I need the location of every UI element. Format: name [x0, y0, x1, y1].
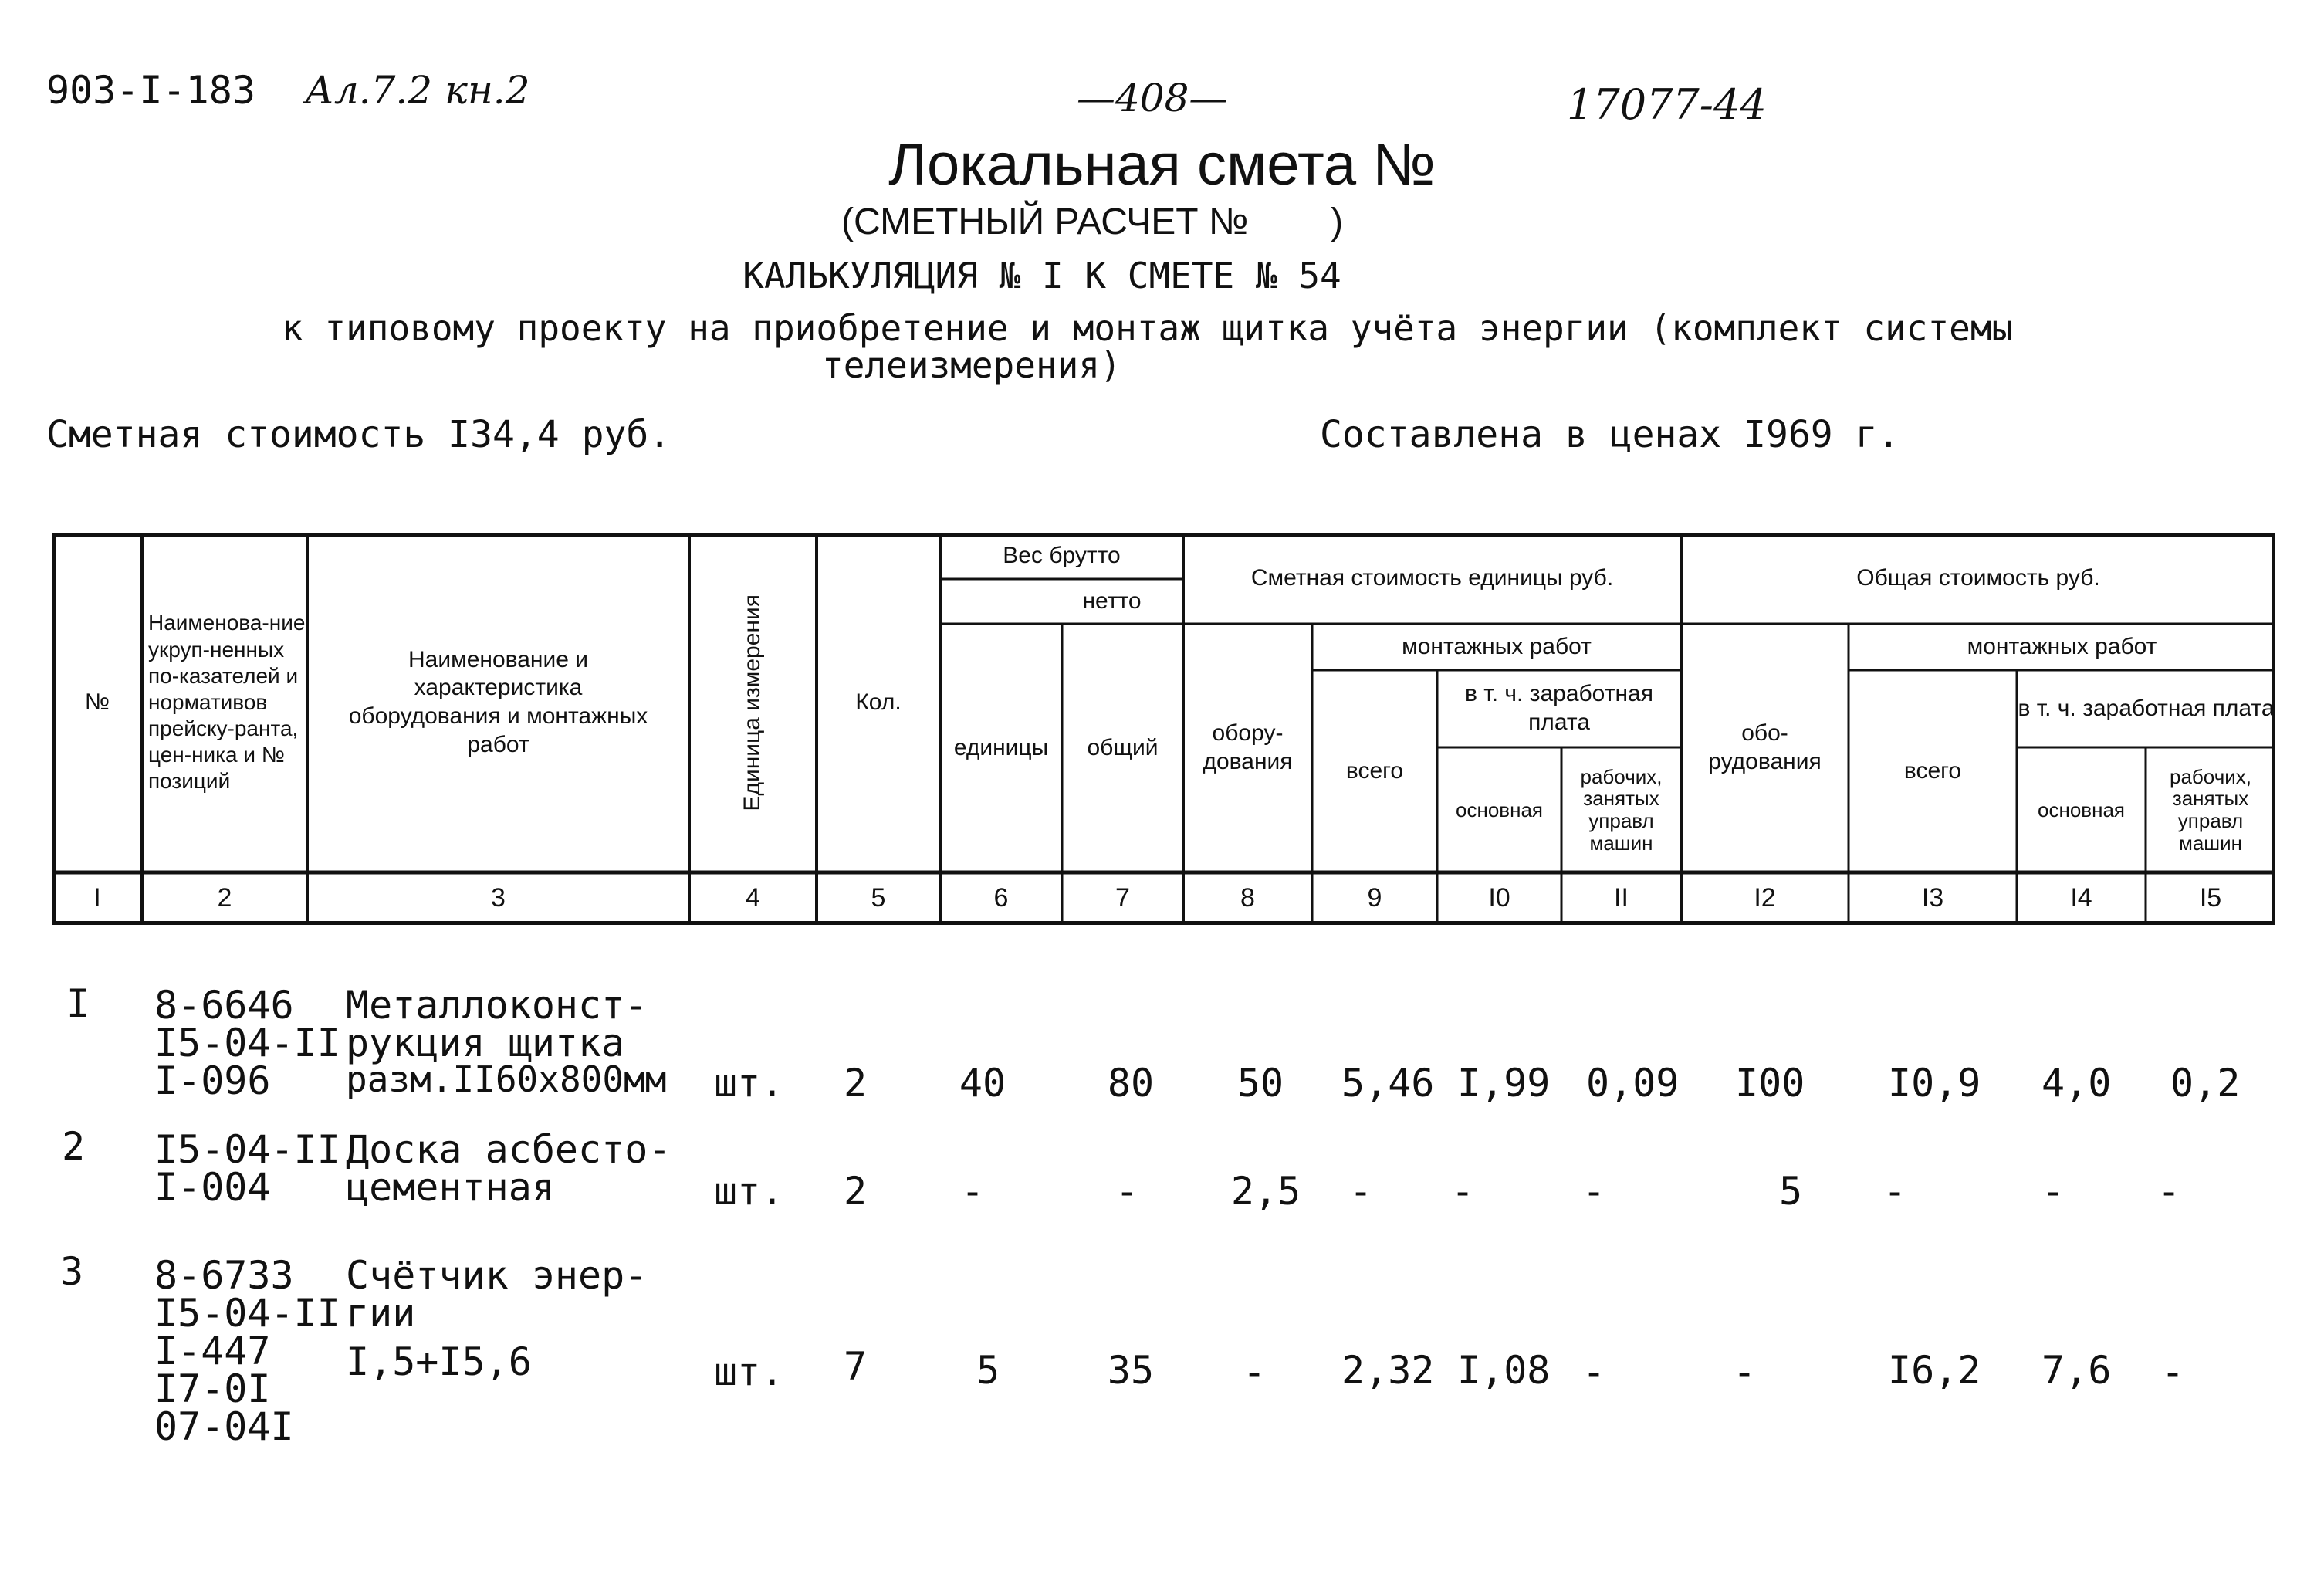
- row-weight-unit: 40: [959, 1061, 1006, 1106]
- col-number: 3: [491, 883, 506, 913]
- calculation-title: КАЛЬКУЛЯЦИЯ № I К СМЕТЕ № 54: [743, 255, 1341, 296]
- row-code-line: 8-6646: [154, 983, 294, 1028]
- row-no: I: [66, 981, 90, 1026]
- row-name-line: Доска асбесто-: [346, 1127, 671, 1172]
- col-number: I4: [2070, 883, 2092, 913]
- row-name: [346, 983, 667, 1100]
- col-number: II: [1614, 883, 1629, 913]
- row-code-line: I-096: [154, 1058, 271, 1103]
- row-unit-basic: I,99: [1457, 1061, 1551, 1106]
- row-code-line: I5-04-II: [154, 1291, 340, 1336]
- col-number: I5: [2199, 883, 2222, 913]
- header-unit-wages: в т. ч. заработная плата: [1465, 681, 1653, 735]
- header-unit-basic: основная: [1456, 798, 1543, 821]
- col-number: I3: [1921, 883, 1944, 913]
- row-code: [154, 1127, 340, 1210]
- estimated-cost: Сметная стоимость I34,4 руб.: [46, 413, 671, 456]
- page-number: —408—: [1077, 76, 1228, 120]
- row-qty: 2: [843, 1169, 868, 1214]
- row-unit-equipment: 2,5: [1230, 1169, 1301, 1214]
- row-unit-machine: 0,09: [1586, 1061, 1680, 1106]
- row-name: [346, 1253, 648, 1384]
- page-subtitle: (СМЕТНЫЙ РАСЧЕТ № ): [841, 201, 1344, 242]
- row-name-line: цементная: [346, 1165, 555, 1210]
- col-number: 6: [993, 883, 1009, 913]
- header-weight-unit: единицы: [953, 734, 1049, 760]
- col-number: 4: [746, 883, 760, 913]
- row-code-line: I5-04-II: [154, 1127, 340, 1172]
- header-unit-mount-works: монтажных работ: [1402, 633, 1592, 659]
- col-number: I2: [1754, 883, 1776, 913]
- row-no: 3: [60, 1249, 84, 1294]
- row-weight-total: -: [1115, 1169, 1139, 1214]
- row-name: [346, 1127, 671, 1210]
- row-unit-equipment: 50: [1236, 1061, 1284, 1106]
- project-description-line2: телеизмерения): [822, 344, 1121, 386]
- header-total-equipment: обо-рудования: [1708, 720, 1822, 774]
- header-weight-net: нетто: [1082, 588, 1142, 614]
- row-total-mount: I0,9: [1888, 1061, 1981, 1106]
- col-number: 5: [871, 883, 886, 913]
- row-unit: шт.: [714, 1169, 784, 1214]
- row-unit-equipment: -: [1242, 1349, 1267, 1394]
- row-unit-basic: I,08: [1457, 1348, 1551, 1393]
- header-unit: [689, 533, 817, 872]
- header-qty: Кол.: [855, 689, 902, 715]
- col-number: 2: [217, 883, 232, 913]
- row-name-line: Счётчик энер-: [346, 1253, 648, 1298]
- album-reference: Ал.7.2 кн.2: [305, 68, 530, 113]
- row-code-line: 8-6733: [154, 1253, 294, 1298]
- header-total-mount-works: монтажных работ: [1967, 633, 2157, 659]
- header-total-basic: основная: [2038, 798, 2125, 821]
- header-unit-cost-group: Сметная стоимость единицы руб.: [1250, 564, 1614, 591]
- row-unit-machine: -: [1582, 1169, 1606, 1214]
- row-unit-mount: 5,46: [1341, 1061, 1435, 1106]
- estimate-table-header: [52, 533, 2275, 925]
- row-total-machine: 0,2: [2170, 1061, 2241, 1106]
- row-code: [154, 1253, 340, 1449]
- row-total-mount: -: [1883, 1169, 1907, 1214]
- row-name-line: разм.II60x800мм: [346, 1058, 667, 1100]
- row-name-line: рукция щитка: [346, 1021, 625, 1065]
- row-qty: 2: [843, 1061, 868, 1106]
- row-code-line: I-447: [154, 1329, 271, 1373]
- series-code: 903-I-183: [46, 68, 255, 113]
- row-unit-basic: -: [1451, 1169, 1475, 1214]
- col-number: I: [93, 883, 101, 913]
- row-name-line: гии: [346, 1291, 416, 1336]
- row-total-equipment: 5: [1779, 1169, 1803, 1214]
- row-code-line: I7-0I: [154, 1366, 271, 1411]
- row-name-line: I,5+I5,6: [346, 1339, 532, 1384]
- header-no: №: [84, 689, 110, 715]
- header-unit-equipment: обору-дования: [1203, 720, 1293, 774]
- row-total-mount: I6,2: [1888, 1348, 1981, 1393]
- row-weight-total: 35: [1107, 1348, 1155, 1393]
- row-qty: 7: [843, 1344, 868, 1389]
- header-unit-total: всего: [1345, 757, 1404, 784]
- row-total-machine: -: [2161, 1349, 2185, 1394]
- row-unit-mount: 2,32: [1341, 1348, 1435, 1393]
- row-weight-unit: -: [960, 1169, 985, 1214]
- row-total-basic: -: [2042, 1169, 2065, 1214]
- header-code: Наименова-ние укруп-ненных по-казателей и нормативов прейску-ранта, цен-ника и № позиций: [148, 611, 306, 794]
- col-number: 9: [1367, 883, 1382, 913]
- header-total-wages: в т. ч. заработная плата: [2018, 695, 2275, 721]
- header-total-machine: рабочих, занятых управл машин: [2170, 764, 2251, 855]
- row-code-line: I-004: [154, 1165, 271, 1210]
- row-code-line: 07-04I: [154, 1404, 294, 1449]
- col-number: 7: [1115, 883, 1130, 913]
- row-total-basic: 7,6: [2042, 1348, 2112, 1393]
- row-total-equipment: -: [1733, 1349, 1757, 1394]
- row-unit: шт.: [714, 1349, 784, 1394]
- prices-note: Составлена в ценах I969 г.: [1320, 413, 1900, 456]
- row-total-equipment: I00: [1735, 1061, 1805, 1106]
- row-code: [154, 983, 340, 1103]
- header-name: Наименование и характеристика оборудования и монтажных работ: [348, 646, 648, 757]
- row-total-machine: -: [2157, 1169, 2181, 1214]
- header-weight-group: Вес брутто: [1003, 542, 1121, 568]
- header-unit-text: Единица измерения: [739, 594, 766, 811]
- header-weight-total: общий: [1087, 734, 1159, 760]
- row-weight-total: 80: [1107, 1061, 1155, 1106]
- project-description-line1: к типовому проекту на приобретение и монтаж щитка учёта энергии (комплект системы: [282, 307, 2014, 349]
- page-title: Локальная смета №: [888, 132, 1436, 198]
- row-name-line: Металлоконст-: [346, 983, 648, 1028]
- col-number: 8: [1240, 883, 1255, 913]
- header-unit-machine: рабочих, занятых управл машин: [1580, 764, 1663, 855]
- col-number: I0: [1488, 883, 1510, 913]
- header-total-all: всего: [1903, 757, 1962, 784]
- header-total-cost-group: Общая стоимость руб.: [1856, 564, 2100, 591]
- row-unit-mount: -: [1349, 1169, 1373, 1214]
- row-unit: шт.: [714, 1061, 784, 1106]
- row-no: 2: [62, 1124, 86, 1169]
- row-code-line: I5-04-II: [154, 1021, 340, 1065]
- row-total-basic: 4,0: [2042, 1061, 2112, 1106]
- row-unit-machine: -: [1582, 1349, 1606, 1394]
- document-number: 17077-44: [1567, 80, 1767, 129]
- row-weight-unit: 5: [976, 1348, 1000, 1393]
